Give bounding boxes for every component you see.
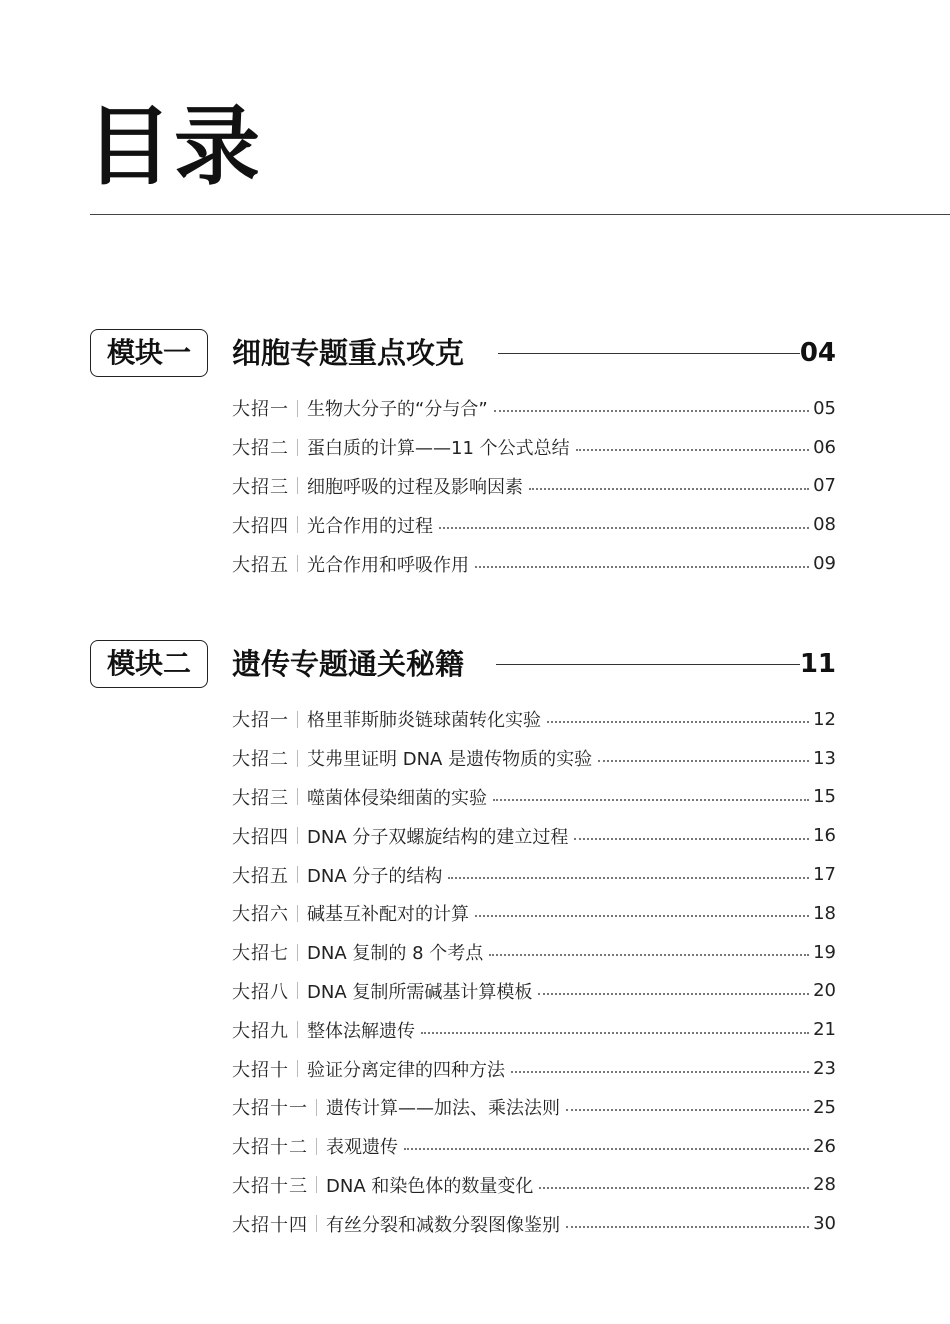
entry-label: 大招十三 xyxy=(232,1175,308,1197)
toc-entry[interactable] xyxy=(232,700,836,739)
toc-entry[interactable] xyxy=(232,428,836,467)
entry-title: DNA 分子的结构 xyxy=(307,865,443,887)
toc-entry[interactable] xyxy=(232,972,836,1011)
entry-title: 验证分离定律的四种方法 xyxy=(307,1059,505,1081)
module-title: 遗传专题通关秘籍 xyxy=(232,647,465,681)
entry-page-number: 06 xyxy=(813,436,836,458)
module-rule xyxy=(498,353,800,354)
entry-page-number: 26 xyxy=(813,1135,836,1157)
toc-entry[interactable] xyxy=(232,778,836,817)
entry-separator xyxy=(297,827,298,844)
dot-leader xyxy=(538,993,809,995)
dot-leader xyxy=(566,1226,809,1228)
entry-label: 大招一 xyxy=(232,710,289,732)
entry-title: 遗传计算——加法、乘法法则 xyxy=(326,1098,560,1120)
entry-title: 碱基互补配对的计算 xyxy=(307,904,469,926)
entry-page-number: 28 xyxy=(813,1174,836,1196)
entry-title: 表观遗传 xyxy=(326,1137,398,1159)
entry-title: DNA 分子双螺旋结构的建立过程 xyxy=(307,826,569,848)
entry-title: 细胞呼吸的过程及影响因素 xyxy=(307,476,523,498)
toc-entry[interactable] xyxy=(232,389,836,428)
entry-separator xyxy=(297,1060,298,1077)
entry-page-number: 25 xyxy=(813,1096,836,1118)
module-header[interactable] xyxy=(90,640,836,692)
entry-separator xyxy=(297,788,298,805)
entry-title: 艾弗里证明 DNA 是遗传物质的实验 xyxy=(307,749,593,771)
entry-title: 生物大分子的“分与合” xyxy=(307,399,488,421)
toc-entry[interactable] xyxy=(232,1049,836,1088)
entry-title: 格里菲斯肺炎链球菌转化实验 xyxy=(307,710,541,732)
entry-list xyxy=(232,389,836,583)
entry-page-number: 21 xyxy=(813,1019,836,1041)
entry-separator xyxy=(297,400,298,417)
entry-label: 大招四 xyxy=(232,515,289,537)
entry-page-number: 30 xyxy=(813,1213,836,1235)
entry-separator xyxy=(297,982,298,999)
dot-leader xyxy=(547,721,809,723)
entry-list xyxy=(232,700,836,1243)
toc-entry[interactable] xyxy=(232,1127,836,1166)
toc-entry[interactable] xyxy=(232,1088,836,1127)
dot-leader xyxy=(421,1032,809,1034)
module-page-number: 11 xyxy=(799,649,836,679)
entry-label: 大招十二 xyxy=(232,1137,308,1159)
entry-page-number: 05 xyxy=(813,397,836,419)
entry-label: 大招七 xyxy=(232,943,289,965)
entry-page-number: 09 xyxy=(813,553,836,575)
entry-title: 有丝分裂和减数分裂图像鉴别 xyxy=(326,1214,560,1236)
module-2 xyxy=(90,640,836,1236)
dot-leader xyxy=(448,877,809,879)
entry-title: 蛋白质的计算——11 个公式总结 xyxy=(307,438,570,460)
entry-label: 大招十四 xyxy=(232,1214,308,1236)
entry-separator xyxy=(316,1138,317,1155)
module-page-number: 04 xyxy=(799,338,836,368)
entry-page-number: 17 xyxy=(813,864,836,886)
entry-page-number: 13 xyxy=(813,747,836,769)
toc-entry[interactable] xyxy=(232,816,836,855)
entry-separator xyxy=(297,516,298,533)
entry-label: 大招五 xyxy=(232,554,289,576)
entry-title: DNA 和染色体的数量变化 xyxy=(326,1175,534,1197)
entry-page-number: 23 xyxy=(813,1058,836,1080)
entry-label: 大招八 xyxy=(232,981,289,1003)
dot-leader xyxy=(439,527,809,529)
title-divider xyxy=(90,214,950,215)
entry-title: 光合作用和呼吸作用 xyxy=(307,554,469,576)
dot-leader xyxy=(475,566,809,568)
entry-label: 大招一 xyxy=(232,399,289,421)
entry-title: DNA 复制所需碱基计算模板 xyxy=(307,981,533,1003)
toc-entry[interactable] xyxy=(232,894,836,933)
entry-label: 大招三 xyxy=(232,787,289,809)
entry-separator xyxy=(297,1021,298,1038)
entry-label: 大招三 xyxy=(232,476,289,498)
entry-page-number: 16 xyxy=(813,825,836,847)
module-badge: 模块一 xyxy=(90,329,208,377)
entry-label: 大招二 xyxy=(232,438,289,460)
toc-entry[interactable] xyxy=(232,505,836,544)
toc-entry[interactable] xyxy=(232,739,836,778)
entry-separator xyxy=(297,866,298,883)
dot-leader xyxy=(493,799,809,801)
entry-page-number: 07 xyxy=(813,475,836,497)
entry-label: 大招十一 xyxy=(232,1098,308,1120)
dot-leader xyxy=(566,1109,809,1111)
entry-separator xyxy=(297,439,298,456)
dot-leader xyxy=(598,760,809,762)
page-title: 目录 xyxy=(86,97,262,197)
dot-leader xyxy=(494,410,809,412)
entry-separator xyxy=(297,905,298,922)
module-1 xyxy=(90,329,836,576)
entry-title: 噬菌体侵染细菌的实验 xyxy=(307,787,487,809)
dot-leader xyxy=(574,838,809,840)
dot-leader xyxy=(576,449,809,451)
entry-separator xyxy=(297,944,298,961)
entry-title: 光合作用的过程 xyxy=(307,515,433,537)
module-header[interactable] xyxy=(90,329,836,381)
dot-leader xyxy=(529,488,809,490)
toc-entry[interactable] xyxy=(232,467,836,506)
entry-separator xyxy=(316,1176,317,1193)
entry-separator xyxy=(316,1215,317,1232)
dot-leader xyxy=(489,954,809,956)
module-title: 细胞专题重点攻克 xyxy=(232,336,465,370)
dot-leader xyxy=(539,1187,809,1189)
entry-label: 大招五 xyxy=(232,865,289,887)
toc-entry[interactable] xyxy=(232,1166,836,1205)
module-rule xyxy=(496,664,800,665)
toc-entry[interactable] xyxy=(232,855,836,894)
entry-label: 大招六 xyxy=(232,904,289,926)
entry-label: 大招九 xyxy=(232,1020,289,1042)
toc-entry[interactable] xyxy=(232,933,836,972)
entry-label: 大招二 xyxy=(232,749,289,771)
toc-entry[interactable] xyxy=(232,1010,836,1049)
entry-separator xyxy=(297,711,298,728)
entry-page-number: 08 xyxy=(813,514,836,536)
entry-title: 整体法解遗传 xyxy=(307,1020,415,1042)
entry-page-number: 15 xyxy=(813,786,836,808)
entry-page-number: 20 xyxy=(813,980,836,1002)
entry-separator xyxy=(297,750,298,767)
entry-label: 大招四 xyxy=(232,826,289,848)
entry-title: DNA 复制的 8 个考点 xyxy=(307,943,484,965)
entry-separator xyxy=(297,477,298,494)
entry-page-number: 12 xyxy=(813,708,836,730)
entry-page-number: 18 xyxy=(813,902,836,924)
entry-page-number: 19 xyxy=(813,941,836,963)
entry-separator xyxy=(316,1099,317,1116)
toc-entry[interactable] xyxy=(232,544,836,583)
entry-separator xyxy=(297,555,298,572)
module-badge: 模块二 xyxy=(90,640,208,688)
entry-label: 大招十 xyxy=(232,1059,289,1081)
dot-leader xyxy=(404,1148,809,1150)
toc-entry[interactable] xyxy=(232,1204,836,1243)
dot-leader xyxy=(475,915,809,917)
dot-leader xyxy=(511,1071,809,1073)
